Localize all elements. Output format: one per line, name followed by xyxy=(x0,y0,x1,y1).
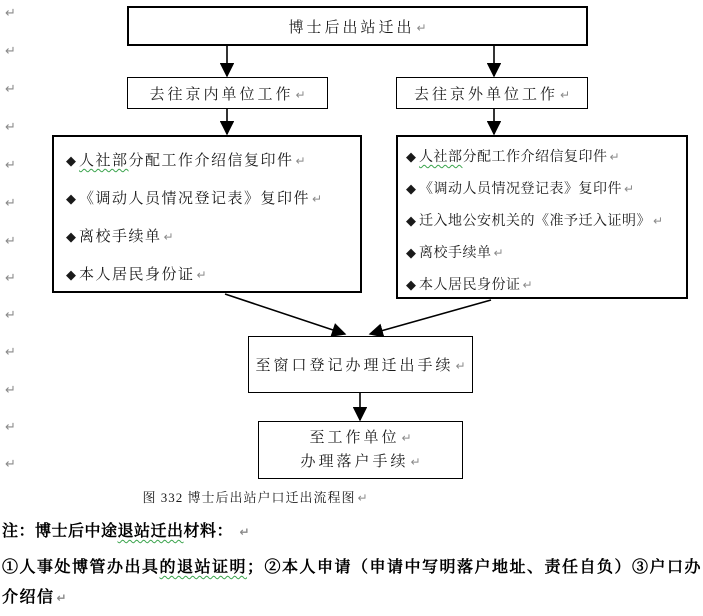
pilcrow-icon: ↵ xyxy=(401,431,412,445)
note-heading: 注：博士后中途退站迁出材料： ↵ xyxy=(2,523,250,540)
flow-box-top xyxy=(127,6,588,46)
margin-pilcrow-icon: ↵ xyxy=(5,158,16,173)
margin-pilcrow-icon: ↵ xyxy=(5,345,16,360)
list-item: ◆ 人社部分配工作介绍信复印件 ↵ xyxy=(66,153,306,169)
list-item: ◆ 《调动人员情况登记表》复印件 ↵ xyxy=(66,191,323,207)
branch-left-label: 去往京内单位工作 ↵ xyxy=(149,86,306,103)
margin-pilcrow-icon: ↵ xyxy=(5,82,16,97)
pilcrow-icon: ↵ xyxy=(357,491,368,505)
pilcrow-icon: ↵ xyxy=(653,214,664,228)
register-box-label: 至窗口登记办理迁出手续 ↵ xyxy=(255,358,466,374)
settle-box-line2: 办理落户手续 ↵ xyxy=(300,454,421,470)
pilcrow-icon: ↵ xyxy=(196,268,207,282)
flow-box-settle-at-employer xyxy=(258,421,463,479)
branch-right-label: 去往京外单位工作 ↵ xyxy=(413,86,571,103)
margin-pilcrow-icon: ↵ xyxy=(5,44,16,59)
note-materials-continuation: 介绍信 ↵ xyxy=(2,589,67,606)
settle-box-line1: 至工作单位 ↵ xyxy=(309,430,412,446)
diamond-bullet-icon: ◆ xyxy=(406,181,416,196)
diamond-bullet-icon: ◆ xyxy=(66,153,76,168)
pilcrow-icon: ↵ xyxy=(624,182,635,196)
diamond-bullet-icon: ◆ xyxy=(406,213,416,228)
figure-caption: 图 332 博士后出站户口迁出流程图 ↵ xyxy=(142,490,368,505)
list-item: ◆ 离校手续单 ↵ xyxy=(406,245,504,261)
diamond-bullet-icon: ◆ xyxy=(66,191,76,206)
margin-pilcrow-icon: ↵ xyxy=(5,271,16,286)
pilcrow-icon: ↵ xyxy=(295,87,306,102)
flow-box-branch-inside-beijing xyxy=(127,77,328,109)
pilcrow-icon: ↵ xyxy=(56,591,67,605)
pilcrow-icon: ↵ xyxy=(410,455,421,469)
materials-list-inside-beijing xyxy=(52,135,362,293)
pilcrow-icon: ↵ xyxy=(522,278,533,292)
pilcrow-icon: ↵ xyxy=(295,154,306,168)
pilcrow-icon: ↵ xyxy=(455,359,466,373)
list-item: ◆ 人社部分配工作介绍信复印件 ↵ xyxy=(406,149,620,165)
list-item: ◆ 本人居民身份证 ↵ xyxy=(66,267,207,283)
pilcrow-icon: ↵ xyxy=(416,20,427,35)
margin-pilcrow-icon: ↵ xyxy=(5,6,16,21)
pilcrow-icon: ↵ xyxy=(312,192,323,206)
flow-box-branch-outside-beijing xyxy=(396,77,588,109)
margin-pilcrow-icon: ↵ xyxy=(5,383,16,398)
margin-pilcrow-icon: ↵ xyxy=(5,308,16,323)
list-item: ◆ 《调动人员情况登记表》复印件 ↵ xyxy=(406,181,635,197)
diamond-bullet-icon: ◆ xyxy=(66,267,76,282)
materials-list-outside-beijing xyxy=(396,135,688,299)
margin-pilcrow-icon: ↵ xyxy=(5,120,16,135)
diamond-bullet-icon: ◆ xyxy=(406,245,416,260)
note-materials-line: ①人事处博管办出具的退站证明；②本人申请（申请中写明落户地址、责任自负）③户口办 xyxy=(2,559,703,576)
pilcrow-icon: ↵ xyxy=(239,525,250,539)
margin-pilcrow-icon: ↵ xyxy=(5,420,16,435)
pilcrow-icon: ↵ xyxy=(559,87,571,102)
flow-box-top-label: 博士后出站迁出 ↵ xyxy=(288,19,427,36)
diamond-bullet-icon: ◆ xyxy=(406,277,416,292)
margin-pilcrow-icon: ↵ xyxy=(5,234,16,249)
list-item: ◆ 离校手续单 ↵ xyxy=(66,229,174,245)
pilcrow-icon: ↵ xyxy=(493,246,504,260)
margin-pilcrow-icon: ↵ xyxy=(5,457,16,472)
pilcrow-icon: ↵ xyxy=(609,150,620,164)
list-item: ◆ 迁入地公安机关的《准予迁入证明》 ↵ xyxy=(406,213,664,229)
margin-pilcrow-icon: ↵ xyxy=(5,196,16,211)
diamond-bullet-icon: ◆ xyxy=(406,149,416,164)
pilcrow-icon: ↵ xyxy=(163,230,174,244)
flow-box-register-window xyxy=(248,336,473,393)
diamond-bullet-icon: ◆ xyxy=(66,229,76,244)
list-item: ◆ 本人居民身份证 ↵ xyxy=(406,277,533,293)
